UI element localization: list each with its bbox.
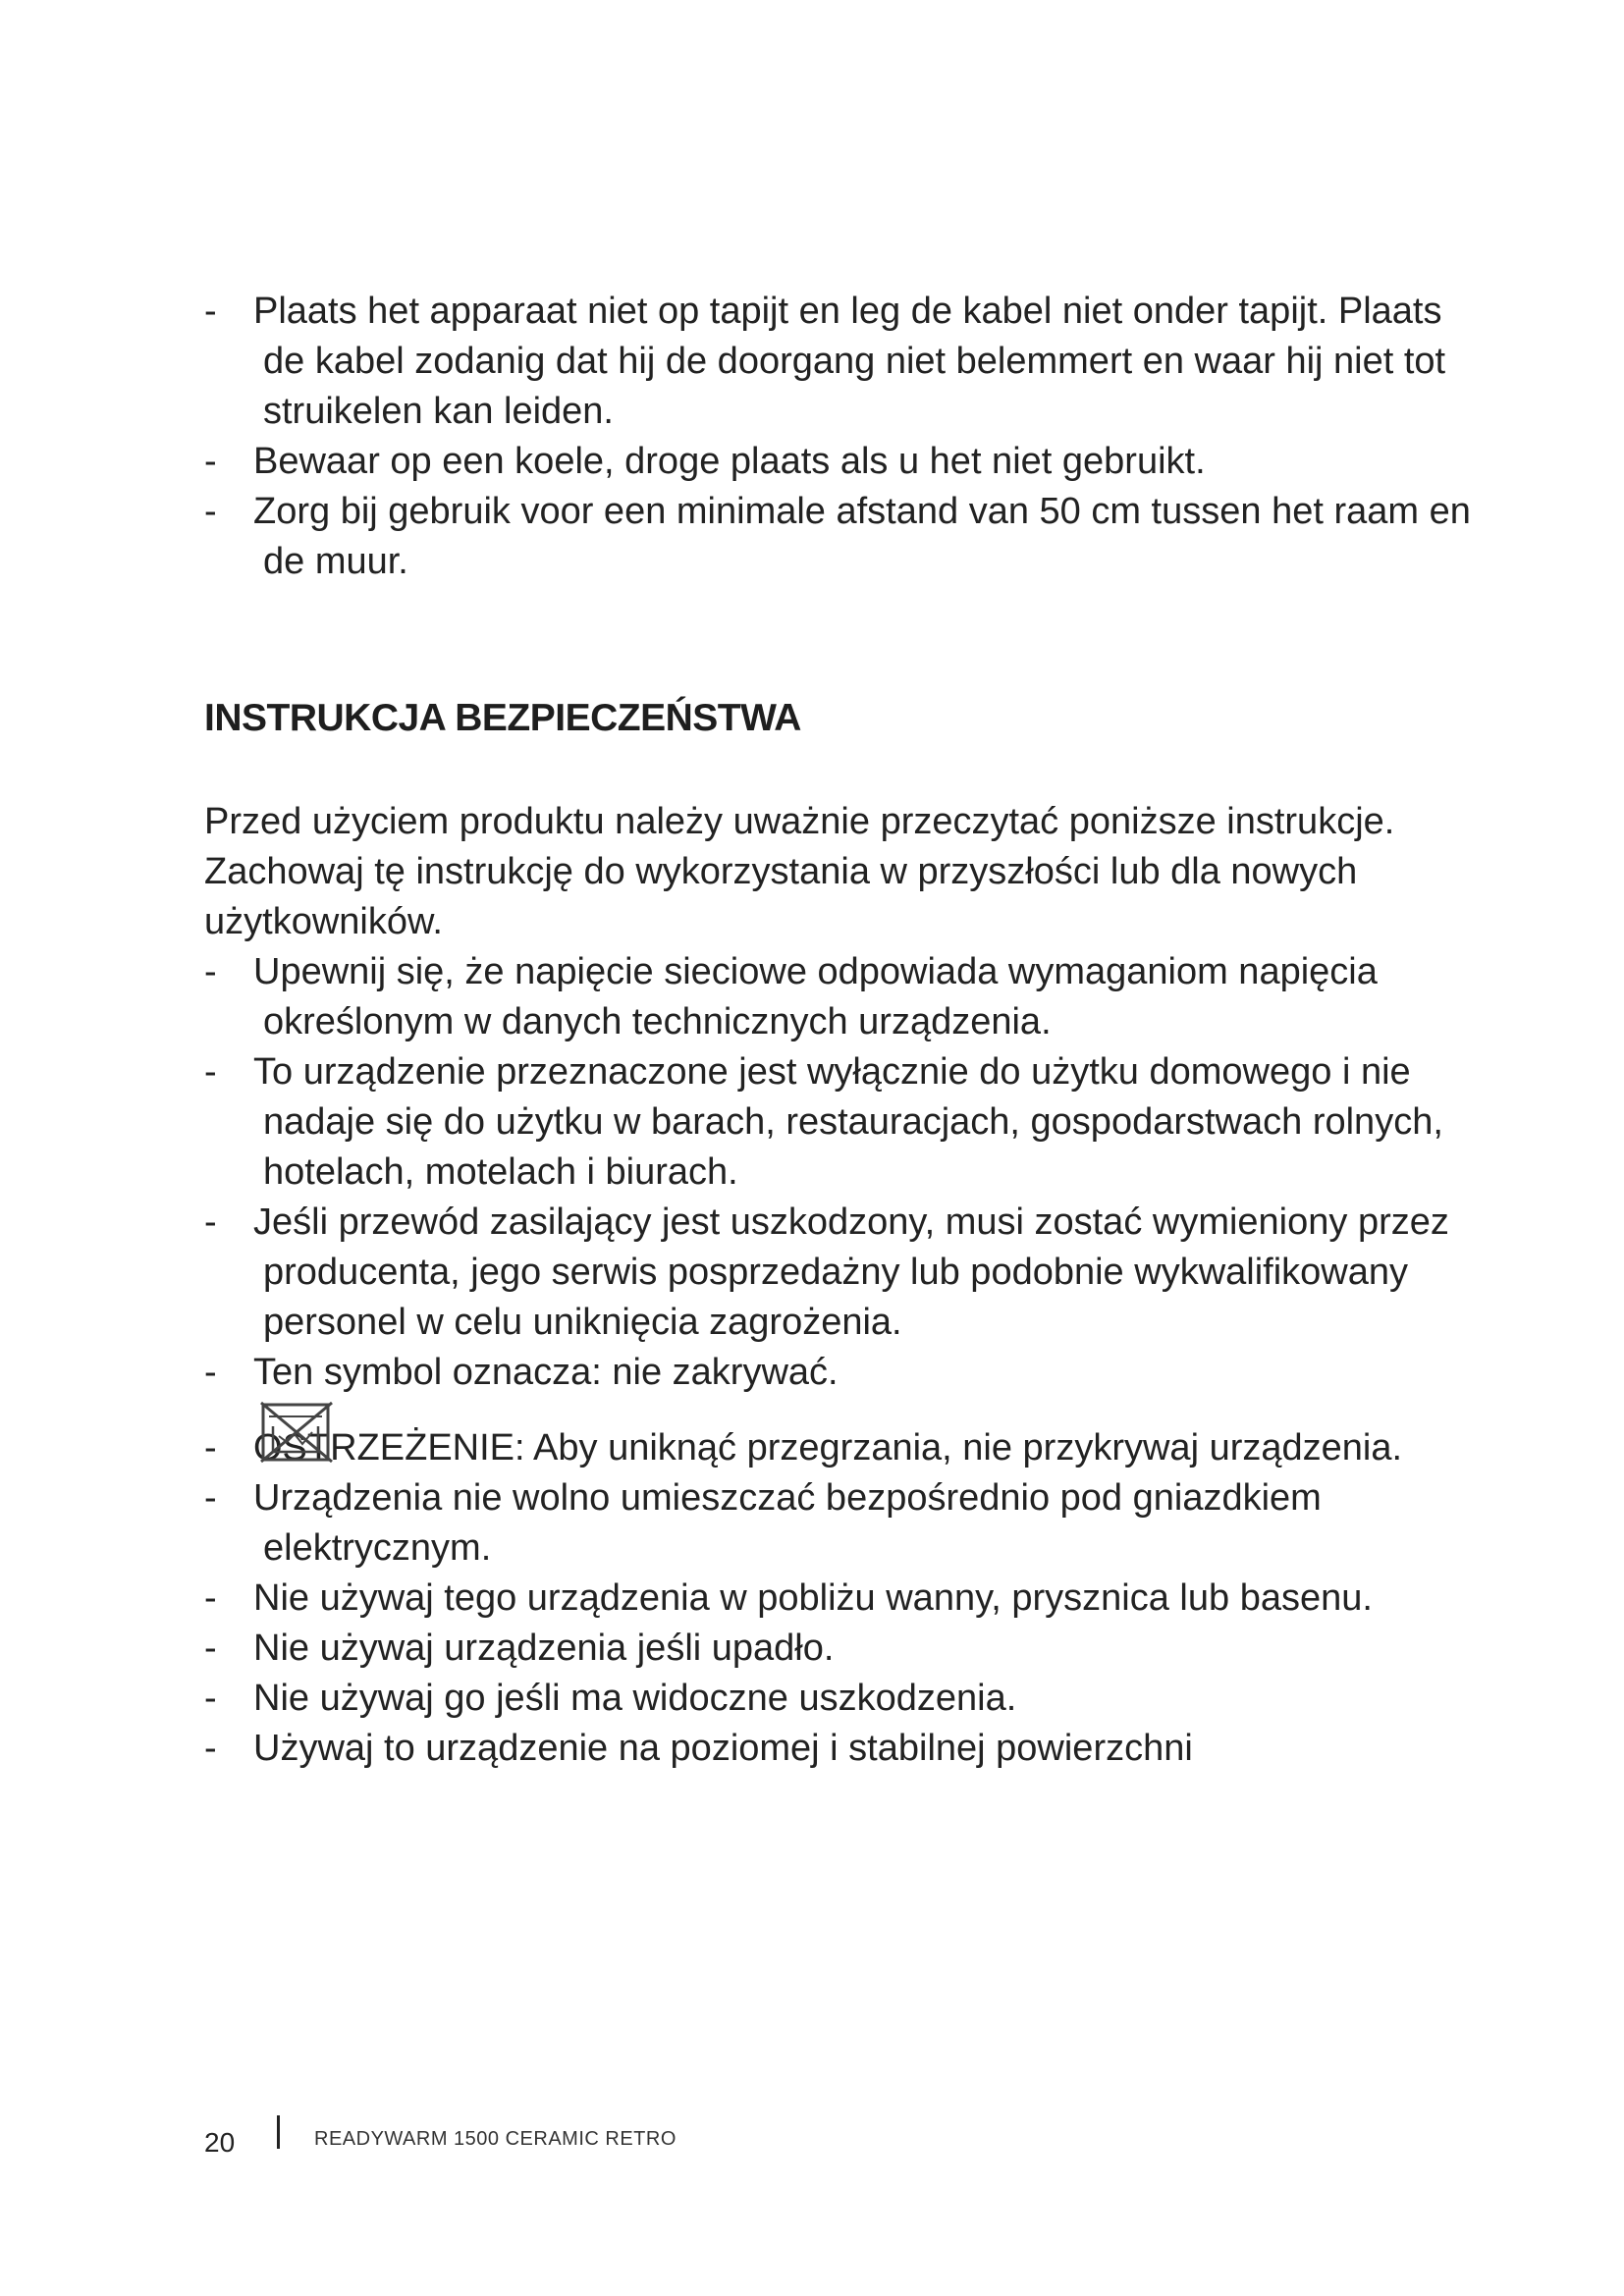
section-heading: INSTRUKCJA BEZPIECZEŃSTWA xyxy=(204,697,801,739)
list-item: - Nie używaj urządzenia jeśli upadło. xyxy=(204,1628,835,1669)
list-item: - OSTRZEŻENIE: Aby uniknąć przegrzania, nie przykrywaj urządzenia. xyxy=(204,1427,1403,1468)
list-item: - Urządzenia nie wolno umieszczać bezpośrednio pod gniazdkiem elektrycznym. xyxy=(204,1477,1322,1569)
list-item: - Plaats het apparaat niet op tapijt en leg de kabel niet onder tapijt. Plaats de kabel zodanig dat hij de doorgang niet belemmert en waar hij niet tot struikelen kan leiden. xyxy=(204,291,1446,432)
list-item-symbol: - Ten symbol oznacza: nie zakrywać. xyxy=(204,1352,839,1393)
list-item: - Bewaar op een koele, droge plaats als u het niet gebruikt. xyxy=(204,441,1206,482)
list-item: - Upewnij się, że napięcie sieciowe odpowiada wymaganiom napięcia określonym w danych technicznych urządzenia. xyxy=(204,951,1378,1042)
page-number: 20 xyxy=(204,2127,236,2158)
list-item: - Zorg bij gebruik voor een minimale afstand van 50 cm tussen het raam en de muur. xyxy=(204,491,1471,582)
footer-divider xyxy=(277,2115,280,2149)
list-item: - Nie używaj tego urządzenia w pobliżu wanny, prysznica lub basenu. xyxy=(204,1577,1373,1619)
do-not-cover-icon xyxy=(257,1397,336,1466)
list-item: - Jeśli przewód zasilający jest uszkodzony, musi zostać wymieniony przez producenta, jego serwis posprzedażny lub podobnie wykwalifikowany personel w celu uniknięcia zagrożenia. xyxy=(204,1201,1449,1343)
dutch-list xyxy=(204,287,1471,587)
intro-paragraph: Przed użyciem produktu należy uważnie przeczytać poniższe instrukcje. Zachowaj tę instrukcję do wykorzystania w przyszłości lub dla nowych użytkowników. xyxy=(204,801,1395,942)
polish-section xyxy=(204,797,1471,1774)
list-item: - Nie używaj go jeśli ma widoczne uszkodzenia. xyxy=(204,1678,1017,1719)
product-name: READYWARM 1500 CERAMIC RETRO xyxy=(314,2128,677,2150)
list-item: - Używaj to urządzenie na poziomej i stabilnej powierzchni xyxy=(204,1728,1193,1769)
list-item: - To urządzenie przeznaczone jest wyłącznie do użytku domowego i nie nadaje się do użytku w barach, restauracjach, gospodarstwach rolnych, hotelach, motelach i biurach. xyxy=(204,1051,1443,1193)
